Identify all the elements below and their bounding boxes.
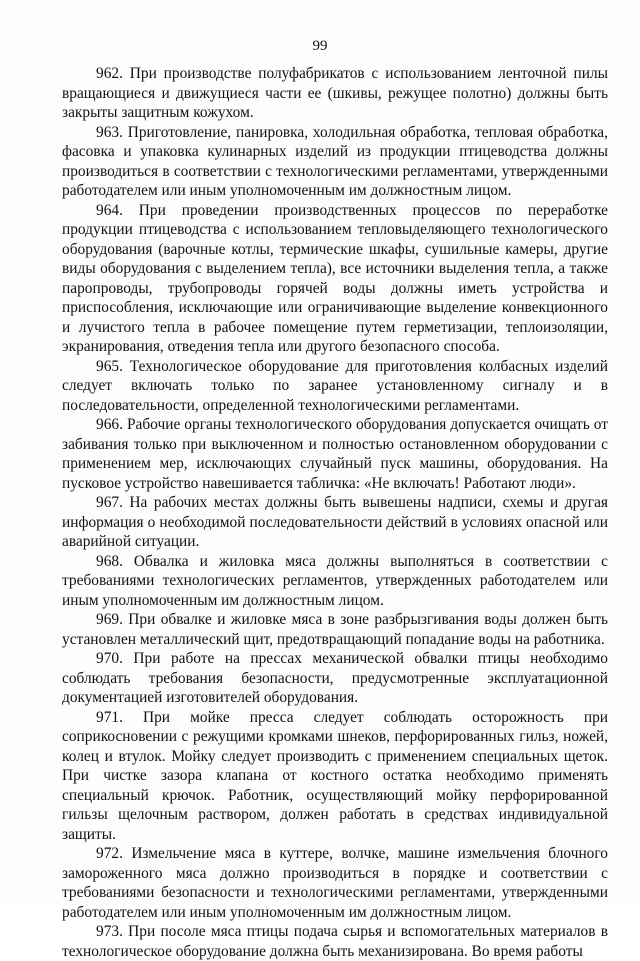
- paragraph-973: 973. При посоле мяса птицы подача сырья и вспомогательных материалов в технологическое оборудование должна быть механизирована. Во время работы: [62, 923, 608, 960]
- document-body: [62, 64, 608, 961]
- paragraph-966: 966. Рабочие органы технологического оборудования допускается очищать от забивания только при выключенном и полностью остановленном оборудовании с применением мер, исключающих случайный пуск машины, оборудования. На пусковое устройство навешивается табличка: «Не включать! Работают люди».: [62, 416, 608, 492]
- paragraph-967: 967. На рабочих местах должны быть вывешены надписи, схемы и другая информация о необходимой последовательности действий в условиях опасной или аварийной ситуации.: [62, 494, 608, 550]
- paragraph-965: 965. Технологическое оборудование для приготовления колбасных изделий следует включать только по заранее установленному сигналу и в последовательности, определенной технологическими регламентами.: [62, 357, 608, 414]
- paragraph-962: 962. При производстве полуфабрикатов с использованием ленточной пилы вращающиеся и движущиеся части ее (шкивы, режущее полотно) должны быть закрыты защитным кожухом.: [62, 65, 608, 121]
- paragraph-971: 971. При мойке пресса следует соблюдать осторожность при соприкосновении с режущими кромками шнеков, перфорированных гильз, ножей, колец и втулок. Мойку следует производить с применением специальных щеток. При чистке зазора клапана от костного остатка необходимо применять специальный крючок. Работник, осуществляющий мойку перфорированной гильзы щелочным раствором, должен работать в средствах индивидуальной защиты.: [62, 708, 608, 843]
- paragraph-970: 970. При работе на прессах механической обвалки птицы необходимо соблюдать требования безопасности, предусмотренные эксплуатационной документацией изготовителей оборудования.: [62, 650, 608, 706]
- paragraph-963: 963. Приготовление, панировка, холодильная обработка, тепловая обработка, фасовка и упаковка кулинарных изделий из продукции птицеводства должны производиться в соответствии с технологическими регламентами, утвержденными работодателем или иным уполномоченным им должностным лицом.: [62, 123, 608, 199]
- paragraph-968: 968. Обвалка и жиловка мяса должны выполняться в соответствии с требованиями технологических регламентов, утвержденных работодателем или иным уполномоченным им должностным лицом.: [62, 552, 608, 609]
- paragraph-972: 972. Измельчение мяса в куттере, волчке, машине измельчения блочного замороженного мяса должно производиться в порядке и соответствии с требованиями безопасности и технологическими регламентами, утвержденными работодателем или иным уполномоченным им должностным лицом.: [62, 845, 608, 921]
- paragraph-969: 969. При обвалке и жиловке мяса в зоне разбрызгивания воды должен быть установлен металлический щит, предотвращающий попадание воды на работника.: [62, 611, 608, 648]
- page-number: 99: [312, 38, 328, 54]
- paragraph-964: 964. При проведении производственных процессов по переработке продукции птицеводства с использованием тепловыделяющего технологического оборудования (варочные котлы, термические шкафы, сушильные камеры, другие виды оборудования с выделением тепла), все источники выделения тепла, а также паропроводы, трубопроводы горячей воды должны иметь устройства и приспособления, исключающие или ограничивающие выделение конвекционного и лучистого тепла в рабочее помещение путем герметизации, теплоизоляции, экранирования, отведения тепла или другого безопасного способа.: [62, 201, 608, 355]
